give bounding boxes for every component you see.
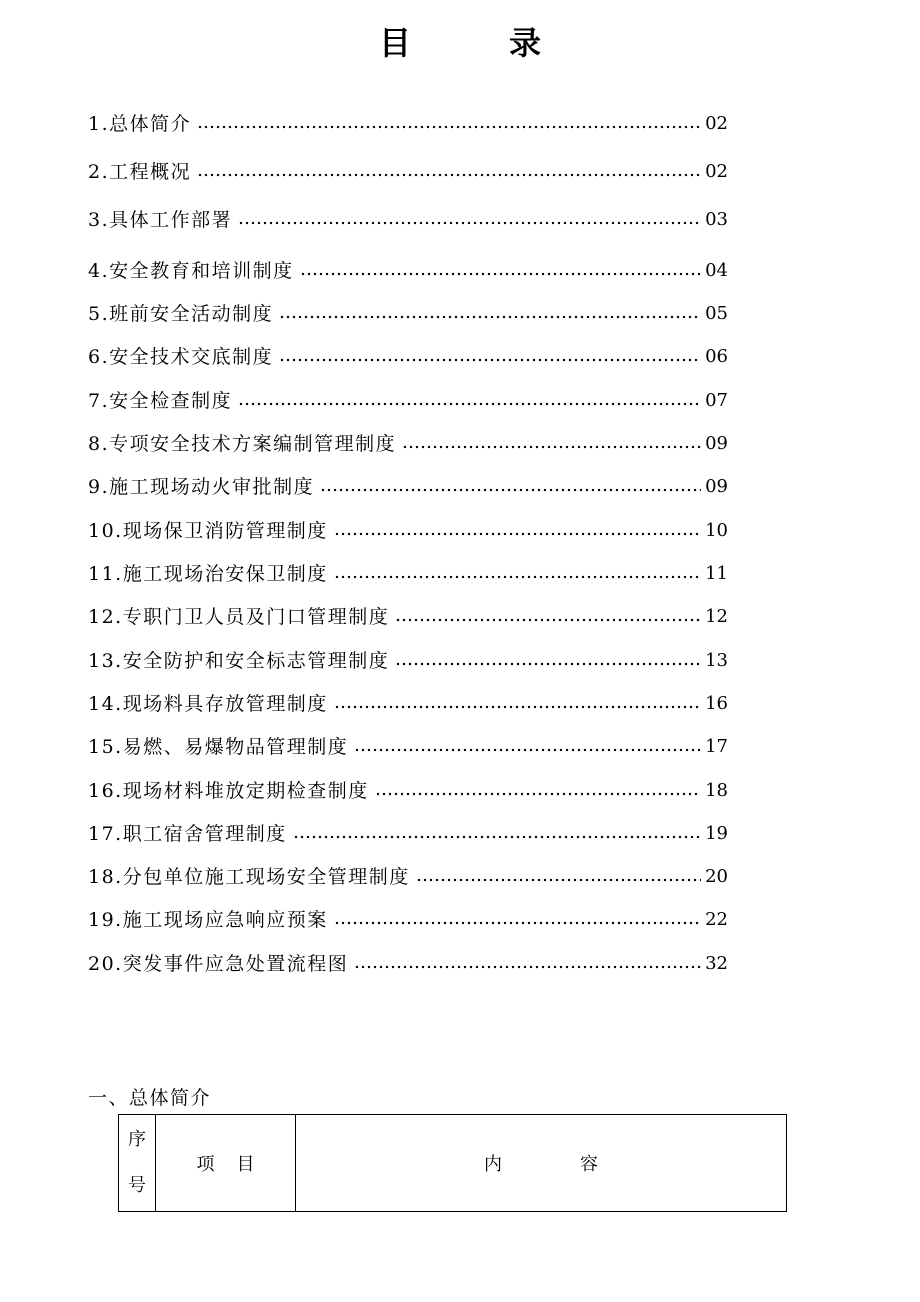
toc-dot-leader (334, 532, 701, 536)
toc-dot-leader (197, 173, 701, 177)
toc-entry-page: 09 (705, 476, 728, 497)
toc-entry-label: 15.易燃、易爆物品管理制度 (88, 736, 349, 758)
toc-entry-label: 10.现场保卫消防管理制度 (88, 520, 328, 542)
toc-entry-label: 13.安全防护和安全标志管理制度 (88, 650, 390, 672)
header-seq-line-2: 号 (128, 1175, 146, 1196)
toc-entry-page: 05 (705, 303, 728, 324)
toc-entry[interactable] (88, 473, 728, 501)
toc-entry-label: 18.分包单位施工现场安全管理制度 (88, 866, 410, 888)
toc-entry-page: 06 (705, 346, 728, 367)
toc-entry[interactable] (88, 863, 728, 891)
toc-entry-label: 16.现场材料堆放定期检查制度 (88, 780, 369, 802)
toc-entry[interactable] (88, 343, 728, 371)
toc-entry-label: 14.现场料具存放管理制度 (88, 693, 328, 715)
header-seq-line-1: 序 (128, 1129, 146, 1150)
toc-entry[interactable] (88, 206, 728, 234)
toc-dot-leader (320, 488, 701, 492)
toc-dot-leader (334, 575, 701, 579)
page-title (0, 18, 920, 64)
toc-dot-leader (354, 748, 701, 752)
toc-entry[interactable] (88, 950, 728, 978)
toc-entry[interactable] (88, 777, 728, 805)
toc-entry-page: 32 (705, 953, 728, 974)
toc-entry[interactable] (88, 430, 728, 458)
toc-entry-label: 19.施工现场应急响应预案 (88, 909, 328, 931)
toc-entry-page: 04 (705, 260, 728, 281)
toc-entry-page: 09 (705, 433, 728, 454)
toc-entry-page: 07 (705, 390, 728, 411)
toc-entry[interactable] (88, 733, 728, 761)
toc-entry[interactable] (88, 647, 728, 675)
toc-dot-leader (395, 618, 701, 622)
toc-entry-label: 5.班前安全活动制度 (88, 303, 274, 325)
toc-entry[interactable] (88, 906, 728, 934)
toc-entry-label: 3.具体工作部署 (88, 209, 233, 231)
toc-entry-page: 13 (705, 650, 728, 671)
toc-dot-leader (395, 662, 701, 666)
toc-entry-page: 17 (705, 736, 728, 757)
header-content: 内容 (296, 1115, 787, 1212)
toc-entry[interactable] (88, 603, 728, 631)
toc-dot-leader (334, 921, 701, 925)
toc-dot-leader (238, 221, 701, 225)
toc-entry[interactable] (88, 257, 728, 285)
toc-entry-page: 11 (705, 563, 728, 584)
toc-dot-leader (334, 705, 701, 709)
toc-entry[interactable] (88, 690, 728, 718)
toc-entry-label: 12.专职门卫人员及门口管理制度 (88, 606, 390, 628)
toc-entry-page: 10 (705, 520, 728, 541)
toc-entry[interactable] (88, 300, 728, 328)
toc-dot-leader (375, 792, 701, 796)
toc-entry-label: 6.安全技术交底制度 (88, 346, 274, 368)
toc-entry-page: 02 (705, 113, 728, 134)
toc-entry-label: 17.职工宿舍管理制度 (88, 823, 287, 845)
toc-entry-label: 4.安全教育和培训制度 (88, 260, 294, 282)
toc-entry[interactable] (88, 560, 728, 588)
toc-entry[interactable] (88, 387, 728, 415)
toc-entry-page: 22 (705, 909, 728, 930)
toc-entry[interactable] (88, 820, 728, 848)
toc-dot-leader (402, 445, 701, 449)
toc-entry[interactable] (88, 110, 728, 138)
toc-entry-label: 1.总体简介 (88, 113, 192, 135)
toc-dot-leader (238, 402, 701, 406)
page-title-char-2: 录 (508, 24, 541, 62)
toc-entry-page: 03 (705, 209, 728, 230)
table-header-row (119, 1115, 787, 1212)
toc-entry[interactable] (88, 517, 728, 545)
toc-dot-leader (300, 272, 701, 276)
toc-dot-leader (416, 878, 701, 882)
section-heading: 一、总体简介 (88, 1087, 212, 1109)
toc-entry-page: 16 (705, 693, 728, 714)
toc-entry[interactable] (88, 158, 728, 186)
overview-table (118, 1114, 787, 1212)
toc-dot-leader (279, 358, 701, 362)
toc-entry-label: 8.专项安全技术方案编制管理制度 (88, 433, 397, 455)
toc-entry-page: 02 (705, 161, 728, 182)
page-title-char-1: 目 (378, 24, 411, 62)
toc-entry-page: 19 (705, 823, 728, 844)
toc-entry-label: 11.施工现场治安保卫制度 (88, 563, 328, 585)
header-item: 项目 (156, 1115, 296, 1212)
toc-entry-label: 2.工程概况 (88, 161, 192, 183)
toc-entry-label: 7.安全检查制度 (88, 390, 233, 412)
toc-entry-label: 9.施工现场动火审批制度 (88, 476, 315, 498)
toc-dot-leader (293, 835, 701, 839)
header-seq (119, 1115, 156, 1212)
toc-dot-leader (354, 965, 701, 969)
toc-dot-leader (279, 315, 701, 319)
toc-entry-label: 20.突发事件应急处置流程图 (88, 953, 349, 975)
toc-entry-page: 12 (705, 606, 728, 627)
toc-dot-leader (197, 125, 701, 129)
toc-entry-page: 18 (705, 780, 728, 801)
toc-entry-page: 20 (705, 866, 728, 887)
